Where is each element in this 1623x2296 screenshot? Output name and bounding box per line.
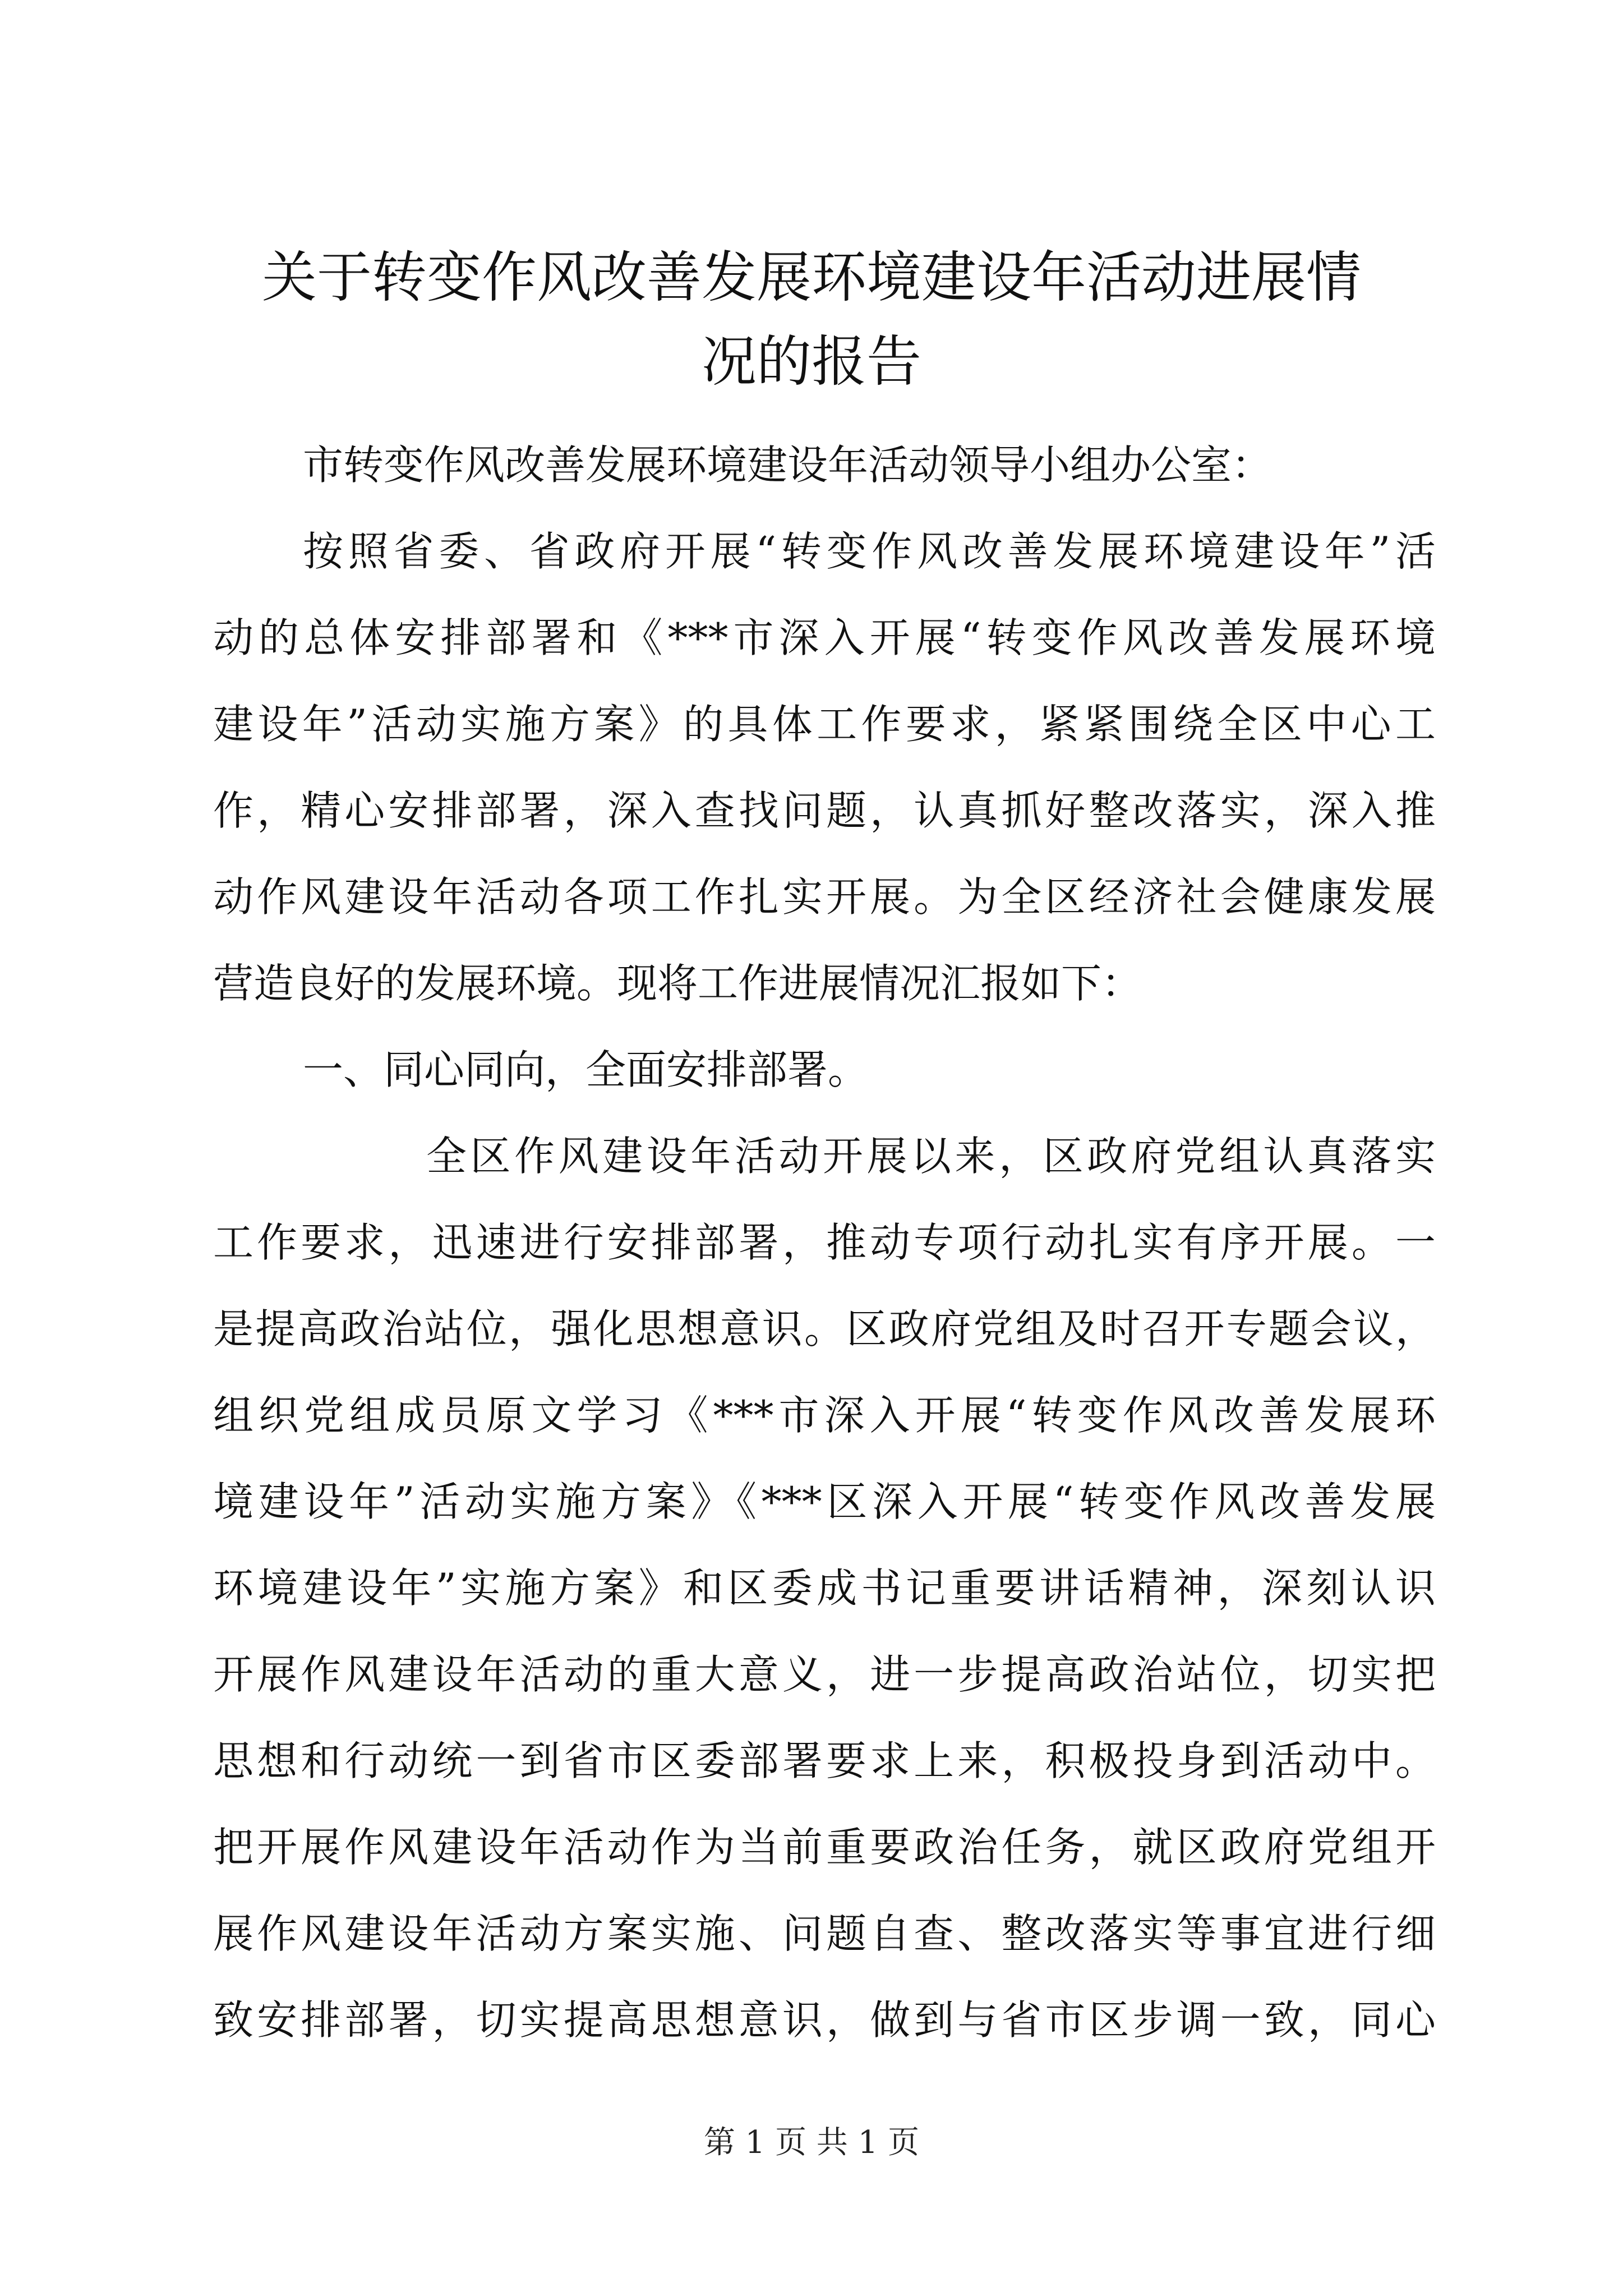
paragraph-line: 营造良好的发展环境。现将工作进展情况汇报如下：	[213, 960, 1142, 1007]
paragraph-line: 把开展作风建设年活动作为当前重要政治任务，就区政府党组开	[213, 1824, 1436, 1871]
title-line-2: 况的报告	[701, 330, 921, 394]
paragraph-2	[213, 1113, 1436, 2063]
paragraph-line: 致安排部署，切实提高思想意识，做到与省市区步调一致，同心	[213, 1996, 1436, 2044]
document-body	[213, 422, 1436, 2063]
paragraph-line: 动的总体安排部署和《***市深入开展“转变作风改善发展环境	[213, 614, 1436, 661]
paragraph-line: 工作要求，迅速进行安排部署，推动专项行动扎实有序开展。一	[213, 1219, 1436, 1266]
title-line-1: 关于转变作风改善发展环境建设年活动进展情	[261, 246, 1361, 310]
section-heading: 一、同心同向，全面安排部署。	[303, 1046, 869, 1093]
paragraph-line: 全区作风建设年活动开展以来，区政府党组认真落实	[426, 1133, 1436, 1180]
paragraph-line: 组织党组成员原文学习《***市深入开展“转变作风改善发展环	[213, 1392, 1436, 1439]
paragraph-line: 思想和行动统一到省市区委部署要求上来，积极投身到活动中。	[213, 1737, 1436, 1784]
paragraph-line: 按照省委、省政府开展“转变作风改善发展环境建设年”活	[303, 528, 1436, 575]
salutation: 市转变作风改善发展环境建设年活动领导小组办公室：	[303, 441, 1272, 489]
paragraph-line: 动作风建设年活动各项工作扎实开展。为全区经济社会健康发展	[213, 873, 1436, 921]
paragraph-line: 建设年”活动实施方案》的具体工作要求，紧紧围绕全区中心工	[213, 701, 1436, 748]
paragraph-line: 境建设年”活动实施方案》《***区深入开展“转变作风改善发展	[213, 1478, 1436, 1525]
page-number: 第 1 页 共 1 页	[703, 2124, 920, 2161]
paragraph-1	[213, 508, 1436, 1027]
paragraph-line: 展作风建设年活动方案实施、问题自查、整改落实等事宜进行细	[213, 1910, 1436, 1957]
document-title	[168, 236, 1455, 404]
paragraph-line: 环境建设年”实施方案》和区委成书记重要讲话精神，深刻认识	[213, 1565, 1436, 1612]
paragraph-line: 开展作风建设年活动的重大意义，进一步提高政治站位，切实把	[213, 1651, 1436, 1698]
paragraph-line: 作，精心安排部署，深入查找问题，认真抓好整改落实，深入推	[213, 787, 1436, 834]
page-footer	[0, 2123, 1623, 2162]
paragraph-line: 是提高政治站位，强化思想意识。区政府党组及时召开专题会议，	[213, 1305, 1436, 1352]
